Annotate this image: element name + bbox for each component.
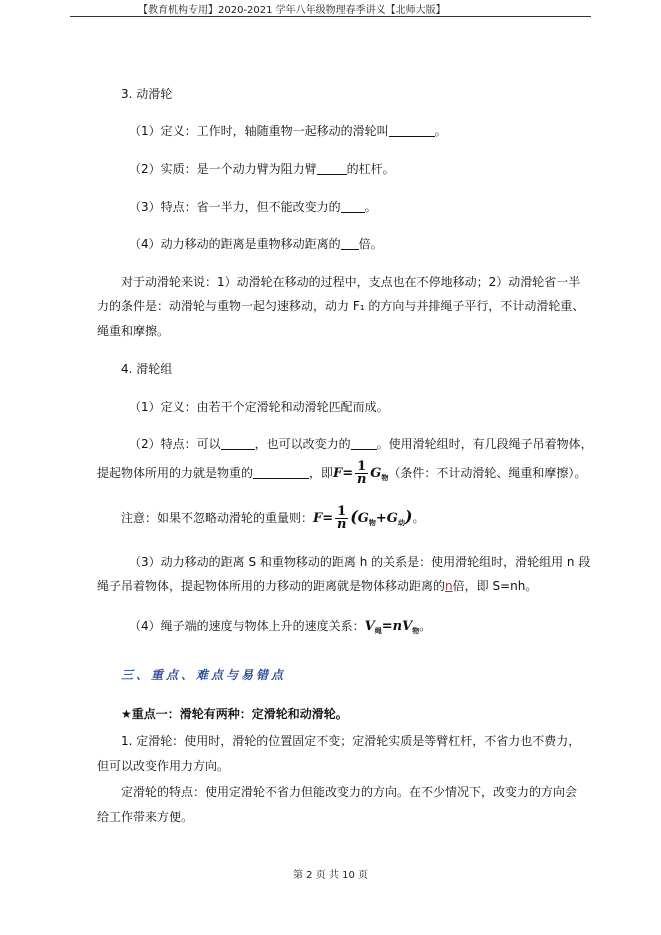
movable-essence-text: （2）实质：是一个动力臂为阻力臂	[129, 162, 317, 176]
period: 。	[364, 200, 377, 214]
group-distance-text-b: 倍，即 S=nh。	[452, 579, 538, 593]
movable-distance-line	[129, 236, 383, 252]
group-note-text: 注意：如果不忽略动滑轮的重量则：	[121, 511, 314, 525]
page-footer: 第 2 页 共 10 页	[293, 870, 368, 881]
answer-blank	[317, 162, 347, 175]
answer-blank	[221, 437, 255, 450]
movable-note-line2: 力的条件是：动滑轮与重物一起匀速移动，动力 F₁ 的方向与并排绳子平行，不计动滑轮重、	[97, 299, 585, 313]
group-feature2-text: 提起物体所用的力就是物重的	[97, 466, 254, 480]
movable-essence-end: 的杠杆。	[346, 162, 395, 176]
movable-feature-line	[129, 199, 377, 215]
force-formula-simple: F= $\frac{1}{n}$ $G_物$	[333, 459, 389, 487]
period: 。	[419, 619, 432, 633]
movable-def-text: （1）定义：工作时，轴随重物一起移动的滑轮叫	[129, 124, 389, 138]
group-feature-text-a: （2）特点：可以	[129, 437, 221, 451]
answer-blank	[341, 237, 359, 250]
period: 。	[412, 511, 425, 525]
movable-essence-line	[129, 161, 395, 177]
group-distance-line2	[97, 578, 537, 594]
group-feature-line1	[129, 436, 593, 452]
fixed-pulley-line3: 定滑轮的特点：使用定滑轮不省力但能改变力的方向。在不少情况下，改变力的方向会	[121, 785, 578, 799]
fixed-pulley-line2: 但可以改变作用力方向。	[97, 759, 230, 773]
movable-def-line	[129, 123, 447, 139]
fixed-pulley-line1: 1. 定滑轮：使用时，滑轮的位置固定不变；定滑轮实质是等臂杠杆，不省力也不费力，	[121, 734, 581, 748]
header-rule	[70, 16, 591, 17]
answer-blank	[341, 200, 365, 213]
key-point-1: ★重点一：滑轮有两种：定滑轮和动滑轮。	[121, 707, 348, 721]
section-heading: 三、重点、难点与易错点	[121, 668, 287, 682]
group-feature-text-b: ，也可以改变力的	[254, 437, 351, 451]
distance-n-mark: n	[445, 579, 453, 593]
group-note-line	[121, 506, 425, 534]
movable-feature-text: （3）特点：省一半力，但不能改变力的	[129, 200, 341, 214]
movable-distance-text: （4）动力移动的距离是重物移动距离的	[129, 237, 341, 251]
movable-pulley-title: 3. 动滑轮	[121, 87, 173, 101]
group-speed-line	[129, 618, 431, 639]
answer-blank	[389, 124, 435, 137]
movable-note-line1: 对于动滑轮来说：1）动滑轮在移动的过程中，支点也在不停地移动；2）动滑轮省一半	[121, 275, 581, 289]
speed-formula: $V_绳=nV_物$	[364, 619, 420, 635]
pulley-group-title: 4. 滑轮组	[121, 362, 173, 376]
group-speed-text: （4）绳子端的速度与物体上升的速度关系：	[129, 619, 365, 633]
force-formula-full: F= $\frac{1}{n}$ $(G_物+G_动)$	[313, 504, 413, 532]
answer-blank	[253, 466, 309, 479]
period: 。	[434, 124, 447, 138]
group-feature2-condition: （条件：不计动滑轮、绳重和摩擦）。	[388, 466, 587, 480]
group-feature2-ji: ，即	[309, 466, 334, 480]
movable-note-line3: 绳重和摩擦。	[97, 324, 170, 338]
movable-distance-end: 倍。	[358, 237, 383, 251]
group-feature-text-c: 。使用滑轮组时，有几段绳子吊着物体，	[376, 437, 593, 451]
group-feature-line2	[97, 461, 586, 489]
answer-blank	[351, 437, 377, 450]
page-header: 【教育机构专用】2020-2021 学年八年级物理春季讲义【北师大版】	[138, 5, 446, 16]
group-def-line: （1）定义：由若干个定滑轮和动滑轮匹配而成。	[129, 400, 389, 414]
group-distance-text-a: 绳子吊着物体，提起物体所用的力移动的距离就是物体移动距离的	[97, 579, 446, 593]
fixed-pulley-line4: 给工作带来方便。	[97, 810, 194, 824]
group-distance-line1: （3）动力移动的距离 S 和重物移动的距离 h 的关系是：使用滑轮组时，滑轮组用 n 段	[129, 555, 591, 569]
